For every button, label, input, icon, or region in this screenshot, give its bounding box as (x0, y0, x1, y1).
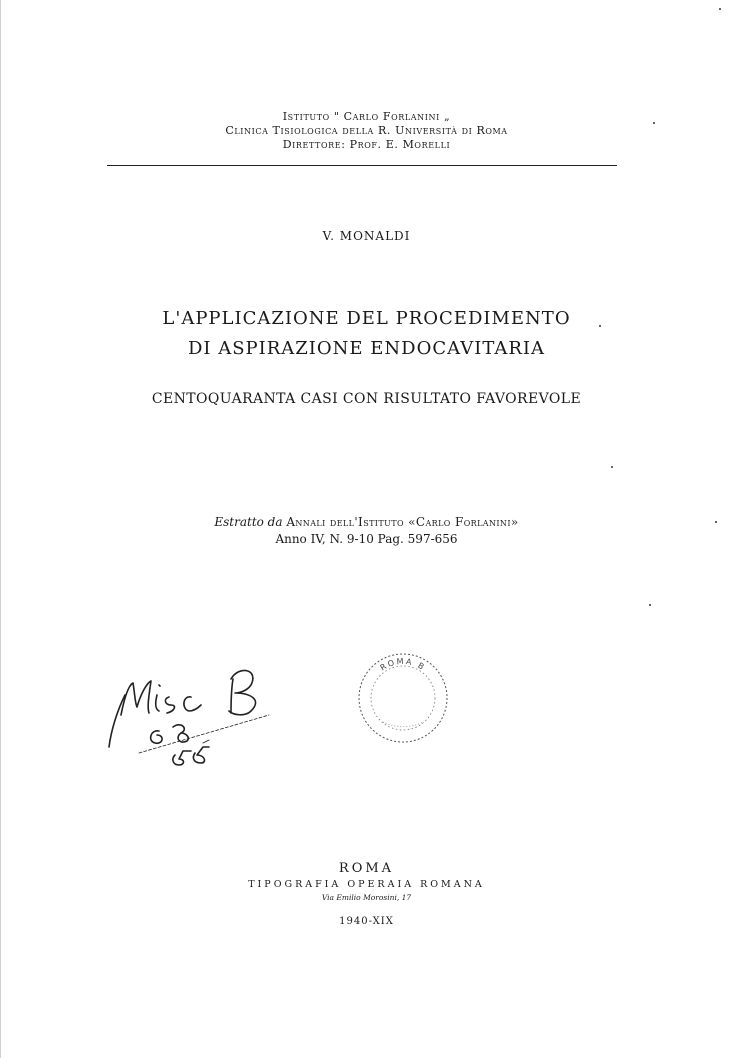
institution-line-1: Istituto " Carlo Forlanini „ (282, 110, 451, 123)
institution-line-2: Clinica Tisiologica della R. Università di Roma (225, 124, 508, 137)
document-subtitle: CENTOQUARANTA CASI CON RISULTATO FAVOREVOLE (151, 391, 582, 407)
handwritten-shelfmark (99, 655, 279, 775)
scan-speck (649, 604, 651, 606)
scan-speck (653, 122, 655, 124)
scan-speck (599, 325, 601, 327)
svg-text:ROMA B: ROMA B (378, 656, 428, 673)
library-stamp (353, 648, 453, 748)
scan-speck (611, 466, 613, 468)
title-line-2: DI ASPIRAZIONE ENDOCAVITARIA (187, 338, 546, 359)
extract-source-line (1, 514, 731, 531)
title-line-1: L'APPLICAZIONE DEL PROCEDIMENTO (162, 308, 571, 329)
extract-prefix: Estratto da (214, 515, 283, 529)
document-title (1, 304, 731, 364)
extract-note (1, 514, 731, 548)
extract-issue: Anno IV, N. 9-10 Pag. 597-656 (275, 532, 458, 546)
extract-source: Annali dell'Istituto «Carlo Forlanini» (286, 515, 519, 529)
scan-speck (719, 8, 721, 10)
imprint-printer: TIPOGRAFIA OPERAIA ROMANA (248, 879, 485, 890)
author-name: V. MONALDI (322, 229, 411, 243)
header-divider (107, 165, 617, 166)
scan-speck (715, 521, 717, 523)
institution-header (1, 110, 731, 152)
imprint-city: ROMA (338, 861, 395, 876)
imprint-year: 1940-XIX (339, 916, 394, 927)
imprint-address: Via Emilio Morosini, 17 (321, 893, 412, 902)
institution-line-3: Direttore: Prof. E. Morelli (282, 138, 451, 151)
